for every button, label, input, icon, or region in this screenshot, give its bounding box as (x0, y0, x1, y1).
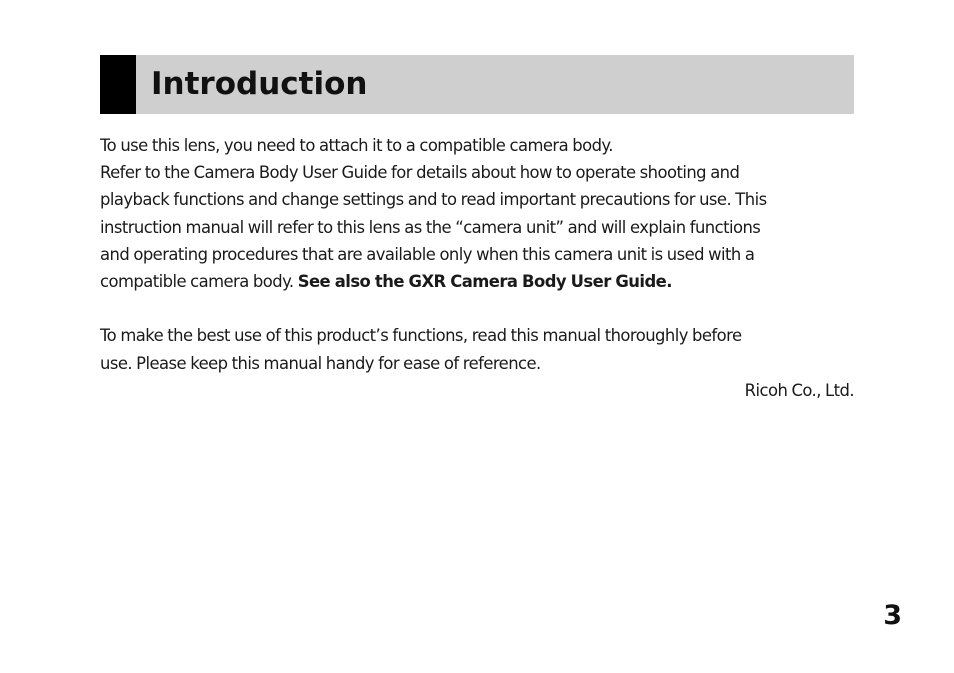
body-guide-reference: See also the GXR Camera Body User Guide. (297, 272, 672, 292)
body-line: Refer to the Camera Body User Guide for details about how to operate shooting and (100, 163, 740, 183)
body-line: To use this lens, you need to attach it to a compatible camera body. (100, 136, 613, 155)
introduction-body (100, 132, 854, 404)
body-line: and operating procedures that are available only when this camera unit is used with a (100, 244, 755, 264)
body-line-with-reference (100, 268, 854, 295)
page-number: 3 (883, 600, 902, 631)
section-marker-block (100, 55, 136, 114)
body-line: playback functions and change settings and to read important precautions for use. This (100, 190, 767, 210)
section-header (100, 55, 854, 114)
body-line-text: compatible camera body. (100, 272, 298, 292)
body-line: To make the best use of this product’s functions, read this manual thoroughly before (100, 326, 742, 346)
body-line: use. Please keep this manual handy for ease of reference. (100, 353, 541, 373)
body-line: instruction manual will refer to this lens as the “camera unit” and will explain functions (100, 217, 761, 237)
company-name: Ricoh Co., Ltd. (744, 380, 854, 400)
paragraph-gap (100, 295, 854, 322)
page-title: Introduction (151, 66, 368, 102)
